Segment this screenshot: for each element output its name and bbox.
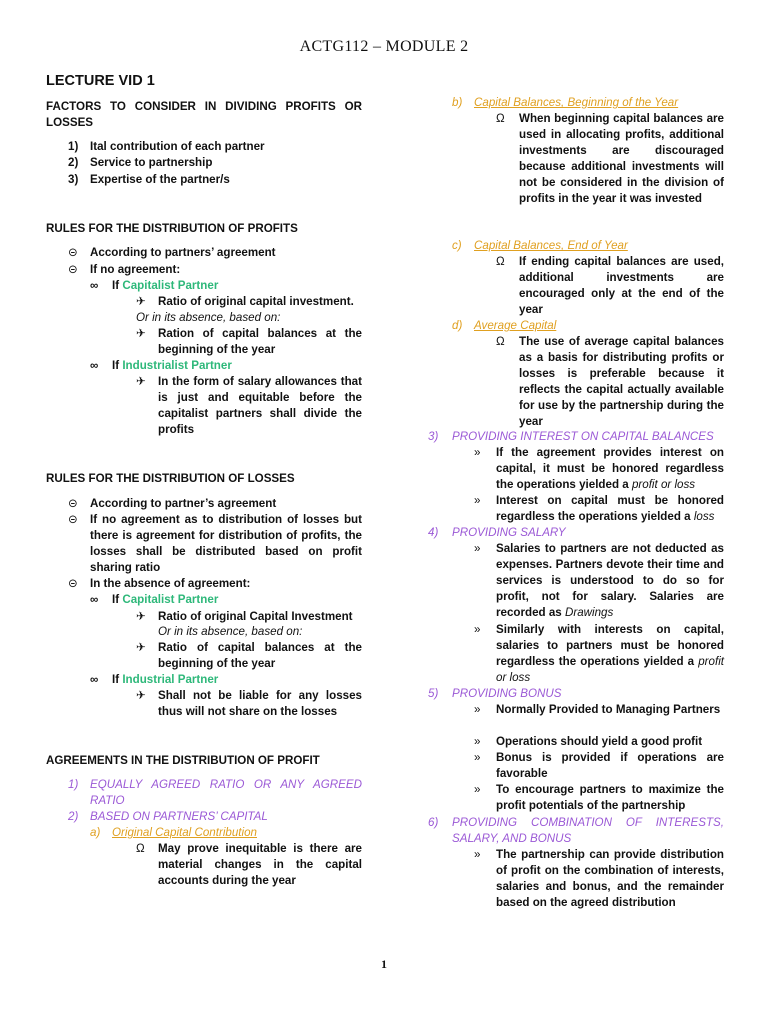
- list-text: Capital Balances, Beginning of the Year: [474, 96, 679, 109]
- list-item: [496, 334, 724, 430]
- list-text: PROVIDING COMBINATION OF INTERESTS, SALARY, AND BONUS: [452, 816, 724, 845]
- raquo-icon: »: [474, 446, 481, 459]
- list-text: Similarly with interests on capital, salaries to partners must be honored regardless the operations yielded a: [496, 623, 724, 668]
- infinity-icon: ∞: [90, 279, 99, 292]
- list-text: BASED ON PARTNERS’ CAPITAL: [90, 810, 268, 823]
- list-item: [136, 609, 362, 625]
- list-number: 6): [428, 816, 439, 829]
- list-text: Ratio of original Capital Investment: [158, 610, 353, 623]
- list-item: [68, 512, 362, 576]
- list-text: If the agreement provides interest on capital, it must be honored regardless the operations yielded a: [496, 446, 724, 491]
- list-text: When beginning capital balances are used in allocating profits, additional investments are discouraged because additional investments will not be considered in the division of profits in the year it was invested: [519, 112, 724, 205]
- if-label: If: [112, 359, 120, 372]
- list-item: [68, 172, 362, 188]
- profits-heading: RULES FOR THE DISTRIBUTION OF PROFITS: [46, 222, 298, 235]
- list-text: Interest on capital must be honored regardless the operations yielded a: [496, 494, 724, 523]
- list-number: 3): [428, 430, 439, 443]
- if-label: If: [112, 279, 120, 292]
- list-item: [474, 622, 724, 686]
- list-text: Expertise of the partner/s: [90, 173, 230, 186]
- list-number: 5): [428, 687, 439, 700]
- list-number: 3): [68, 173, 79, 186]
- list-letter: c): [452, 239, 462, 252]
- omega-icon: Ω: [496, 335, 505, 348]
- industrial-partner-label: Industrial Partner: [122, 673, 219, 686]
- arrow-icon: ✈: [136, 375, 146, 388]
- list-text: If no agreement as to distribution of losses but there is agreement for distribution of profits, the losses shall be distributed based on profit sharing ratio: [90, 513, 362, 574]
- industrialist-partner-label: Industrialist Partner: [122, 359, 232, 372]
- list-item: [428, 686, 724, 702]
- emphasis-text: Drawings: [564, 606, 614, 619]
- if-label: If: [112, 673, 120, 686]
- emphasis-text: profit or loss: [631, 478, 696, 491]
- list-item: [68, 155, 362, 171]
- list-item: [68, 496, 362, 512]
- infinity-icon: ∞: [90, 593, 99, 606]
- infinity-icon: ∞: [90, 673, 99, 686]
- list-item: [68, 262, 362, 278]
- list-text: In the absence of agreement:: [90, 577, 251, 590]
- raquo-icon: »: [474, 542, 481, 555]
- arrow-icon: ✈: [136, 610, 146, 623]
- list-item: [90, 358, 362, 374]
- list-text: If ending capital balances are used, additional investments are encouraged only at the end of the year: [519, 255, 724, 316]
- list-letter: a): [90, 826, 101, 839]
- agreements-heading: AGREEMENTS IN THE DISTRIBUTION OF PROFIT: [46, 754, 320, 767]
- if-label: If: [112, 593, 120, 606]
- list-text: Ration of capital balances at the beginning of the year: [158, 327, 362, 356]
- list-text: If no agreement:: [90, 263, 181, 276]
- list-item: [136, 688, 362, 720]
- list-text: PROVIDING BONUS: [452, 687, 562, 700]
- omega-icon: Ω: [496, 112, 505, 125]
- circle-bullet-icon: ⊝: [68, 513, 78, 526]
- list-text: Normally Provided to Managing Partners: [496, 703, 721, 716]
- list-item: [474, 847, 724, 911]
- raquo-icon: »: [474, 783, 481, 796]
- list-text: Shall not be liable for any losses thus will not share on the losses: [158, 689, 362, 718]
- list-letter: b): [452, 96, 463, 109]
- list-item: [428, 429, 724, 445]
- raquo-icon: »: [474, 703, 481, 716]
- page-title: ACTG112 – MODULE 2: [299, 38, 469, 55]
- list-text: Original Capital Contribution: [112, 826, 257, 839]
- alt-note: Or in its absence, based on:: [158, 625, 303, 638]
- list-number: 1): [68, 778, 79, 791]
- circle-bullet-icon: ⊝: [68, 246, 78, 259]
- list-number: 1): [68, 140, 79, 153]
- omega-icon: Ω: [496, 255, 505, 268]
- list-item: [90, 672, 362, 688]
- omega-icon: Ω: [136, 842, 145, 855]
- list-item: [474, 493, 724, 525]
- list-item: [474, 445, 724, 493]
- list-item: [90, 278, 362, 294]
- list-item: [68, 777, 362, 809]
- list-text: To encourage partners to maximize the profit potentials of the partnership: [496, 783, 724, 812]
- list-item: [68, 139, 362, 155]
- circle-bullet-icon: ⊝: [68, 497, 78, 510]
- list-item: [474, 702, 724, 718]
- raquo-icon: »: [474, 848, 481, 861]
- list-number: 4): [428, 526, 439, 539]
- list-item: [496, 111, 724, 207]
- list-item: [474, 734, 724, 750]
- emphasis-text: loss: [693, 510, 715, 523]
- list-text: Ratio of original capital investment.: [158, 295, 354, 308]
- raquo-icon: »: [474, 751, 481, 764]
- list-text: The partnership can provide distribution of profit on the combination of interests, salaries and bonus, and the remainder based on the agreed distribution: [496, 848, 724, 909]
- arrow-icon: ✈: [136, 295, 146, 308]
- list-item: [452, 95, 724, 111]
- list-text: PROVIDING INTEREST ON CAPITAL BALANCES: [452, 430, 714, 443]
- raquo-icon: »: [474, 735, 481, 748]
- list-item: [428, 525, 724, 541]
- list-text: According to partner’s agreement: [90, 497, 277, 510]
- arrow-icon: ✈: [136, 327, 146, 340]
- list-item: [136, 640, 362, 672]
- list-item: [474, 782, 724, 814]
- raquo-icon: »: [474, 623, 481, 636]
- list-number: 2): [68, 156, 79, 169]
- list-text: According to partners’ agreement: [90, 246, 276, 259]
- circle-bullet-icon: ⊝: [68, 263, 78, 276]
- list-item: [474, 750, 724, 782]
- list-item: [452, 238, 724, 254]
- list-text: May prove inequitable is there are material changes in the capital accounts during the year: [158, 842, 362, 887]
- page-number: 1: [381, 957, 387, 971]
- list-item: [136, 294, 362, 310]
- list-text: Ratio of capital balances at the beginning of the year: [158, 641, 362, 670]
- capitalist-partner-label: Capitalist Partner: [122, 279, 219, 292]
- raquo-icon: »: [474, 494, 481, 507]
- list-item: [136, 374, 362, 438]
- circle-bullet-icon: ⊝: [68, 577, 78, 590]
- lecture-heading: LECTURE VID 1: [46, 73, 155, 89]
- list-text: Salaries to partners are not deducted as expenses. Partners devote their time and services is understood to do so for profit, not for salary. Salaries are recorded as: [496, 542, 724, 619]
- list-text: Operations should yield a good profit: [496, 735, 703, 748]
- list-item: [496, 254, 724, 318]
- list-text: Average Capital: [474, 319, 557, 332]
- list-text: Ital contribution of each partner: [90, 140, 265, 153]
- alt-note: Or in its absence, based on:: [136, 311, 281, 324]
- list-text: The use of average capital balances as a basis for distributing profits or losses is preferable because it reflects the capital actually available for use by the partnership during the year: [519, 335, 724, 428]
- list-item: [452, 318, 724, 334]
- list-item: [428, 815, 724, 847]
- arrow-icon: ✈: [136, 641, 146, 654]
- list-item: [68, 809, 362, 825]
- list-text: Service to partnership: [90, 156, 213, 169]
- list-item: [474, 541, 724, 621]
- list-item: [68, 245, 362, 261]
- list-text: In the form of salary allowances that is just and equitable before the capitalist partners shall divide the profits: [158, 375, 362, 436]
- infinity-icon: ∞: [90, 359, 99, 372]
- list-item: [136, 841, 362, 889]
- losses-heading: RULES FOR THE DISTRIBUTION OF LOSSES: [46, 472, 295, 485]
- list-text: Bonus is provided if operations are favorable: [496, 751, 724, 780]
- list-text: EQUALLY AGREED RATIO OR ANY AGREED RATIO: [90, 778, 362, 807]
- list-letter: d): [452, 319, 463, 332]
- list-item: [90, 825, 362, 841]
- list-item: [90, 592, 362, 608]
- arrow-icon: ✈: [136, 689, 146, 702]
- list-text: PROVIDING SALARY: [452, 526, 566, 539]
- emphasis-text: profit or loss: [496, 655, 724, 684]
- factors-heading: FACTORS TO CONSIDER IN DIVIDING PROFITS OR LOSSES: [46, 100, 362, 129]
- list-number: 2): [68, 810, 79, 823]
- list-text: Capital Balances, End of Year: [474, 239, 628, 252]
- list-item: [136, 326, 362, 358]
- list-item: [68, 576, 362, 592]
- capitalist-partner-label: Capitalist Partner: [122, 593, 219, 606]
